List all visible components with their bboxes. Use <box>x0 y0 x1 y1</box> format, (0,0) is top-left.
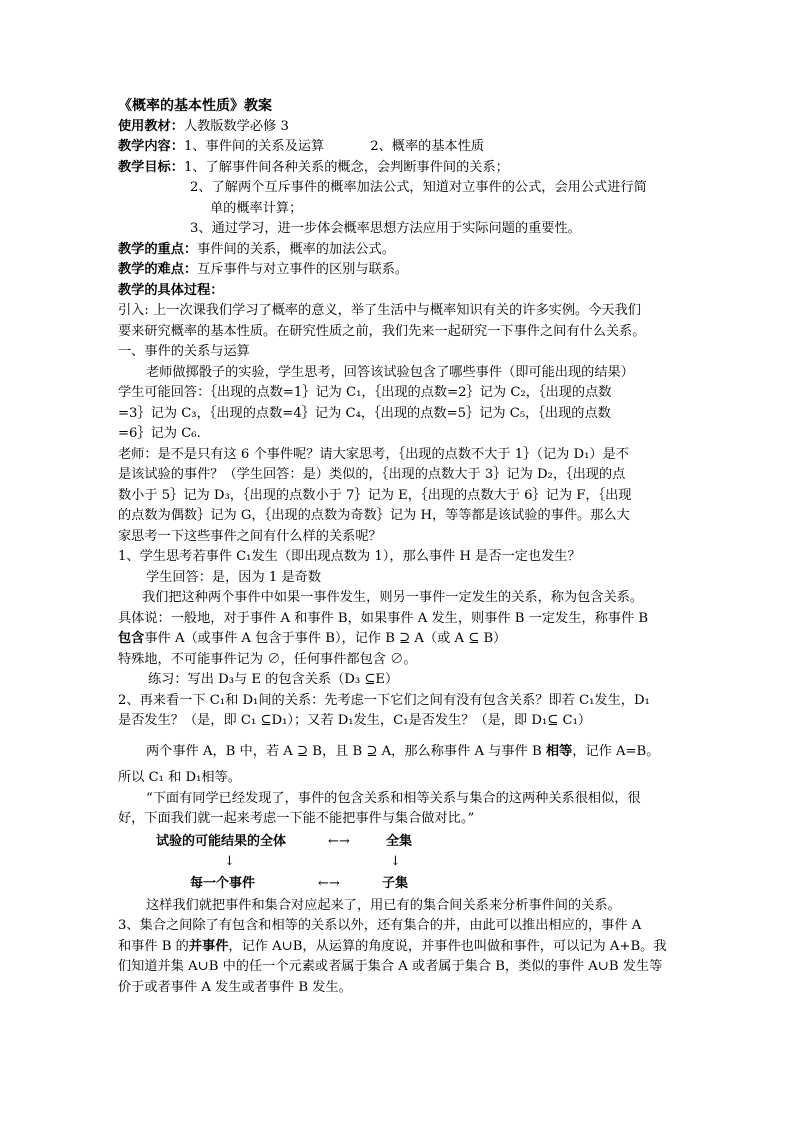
student-answer-line-1: 学生可能回答：｛出现的点数=1｝记为 C₁，｛出现的点数=2｝记为 C₂，｛出现的点数 <box>118 385 612 400</box>
exercise-line: 练习：写出 D₃与 E 的包含关系（D₃ ⊆E） <box>148 672 399 687</box>
containment-line-3 <box>118 629 678 650</box>
goal-3: 3、通过学习，进一步体会概率思想方法应用于实际问题的重要性。 <box>190 221 581 236</box>
question-3-line-3: 们知道并集 A∪B 中的任一个元素或者属于集合 A 或者属于集合 B，类似的事件 A∪B 发生等 <box>118 959 663 974</box>
goal-1: 1、了解事件间各种关系的概念，会判断事件间的关系； <box>183 159 509 175</box>
question-3-line-2 <box>118 937 678 958</box>
mapping-subset: 子集 <box>382 875 409 891</box>
key-label: 教学的重点： <box>118 241 198 257</box>
intro-line-1: 引入: 上一次课我们学习了概率的意义，举了生活中与概率知识有关的许多实例。今天我们 <box>118 303 641 318</box>
equality-text-b: ，记作 A=B。 <box>572 743 660 759</box>
teacher-question-line-4: 的点数为偶数｝记为 G，｛出现的点数为奇数｝记为 H，等等都是该试验的事件。那么大 <box>118 508 630 523</box>
mapping-all-outcomes: 试验的可能结果的全体 <box>156 833 287 849</box>
difficult-value: 互斥事件与对立事件的区别与联系。 <box>197 262 409 277</box>
question-3-line-4: 价于或者事件 A 发生或者事件 B 发生。 <box>118 979 352 995</box>
equality-line-2: 所以 C₁ 和 D₁相等。 <box>118 770 241 785</box>
equality-line-1 <box>118 742 678 763</box>
mapping-arrow-bottom: ←→ <box>318 875 340 891</box>
goals-line <box>118 158 678 179</box>
goal-2a: 2、了解两个互斥事件的概率加法公式，知道对立事件的公式，会用公式进行简 <box>190 180 647 195</box>
teacher-question-line-3: 数小于 5｝记为 D₃，｛出现的点数小于 7｝记为 E，｛出现的点数大于 6｝记为 F，｛出现 <box>118 487 632 503</box>
containment-line-2: 具体说：一般地，对于事件 A 和事件 B，如果事件 A 发生，则事件 B 一定发生，称事件 B <box>118 610 649 626</box>
mapping-arrow-top: ←→ <box>328 833 350 849</box>
textbook-label: 使用教材： <box>118 118 184 134</box>
empty-set-line: 特殊地，不可能事件记为 ∅，任何事件都包含 ∅。 <box>118 651 417 667</box>
mapping-universal-set: 全集 <box>386 833 413 849</box>
question-1: 1、学生思考若事件 C₁发生（即出现点数为 1），那么事件 H 是否一定也发生？ <box>118 549 581 564</box>
process-label: 教学的具体过程： <box>118 282 224 298</box>
teacher-question-line-1: 老师：是不是只有这 6 个事件呢？请大家思考，｛出现的点数不大于 1｝（记为 D₁）是不 <box>118 446 629 462</box>
difficult-label: 教学的难点： <box>118 262 198 277</box>
key-line <box>118 240 678 261</box>
quote-line-1: “下面有同学已经发现了，事件的包含关系和相等关系与集合的这两种关系很相似，很 <box>146 790 641 806</box>
mapping-summary: 这样我们就把事件和集合对应起来了，用已有的集合间关系来分析事件间的关系。 <box>146 897 621 913</box>
containment-line-1: 我们把这种两个事件中如果一事件发生，则另一事件一定发生的关系，称为包含关系。 <box>142 590 644 605</box>
containment-bold-term: 包含 <box>118 631 145 646</box>
equality-bold-term: 相等 <box>545 743 573 759</box>
section-heading-1: 一、事件的关系与运算 <box>118 344 250 359</box>
union-bold-term: 并事件 <box>188 938 229 954</box>
student-answer-line-3: =6｝记为 C₆. <box>118 426 201 441</box>
textbook-line <box>118 117 678 138</box>
teacher-question-line-5: 家思考一下这些事件之间有什么样的关系呢？ <box>118 528 382 544</box>
goal-2b: 单的概率计算； <box>210 200 303 216</box>
key-value: 事件间的关系，概率的加法公式。 <box>197 241 395 257</box>
question-2-line-2: 是否发生？（是，即 C₁ ⊆D₁）；又若 D₁发生，C₁是否发生？（是，即 D₁⊆ C₁） <box>118 713 592 728</box>
goals-label: 教学目标： <box>118 159 184 175</box>
containment-line-3-text: 事件 A（或事件 A 包含于事件 B），记作 B ⊇ A（或 A ⊆ B） <box>144 631 507 646</box>
content-item-1: 1、事件间的关系及运算 <box>183 139 325 154</box>
quote-line-2: 好，下面我们就一起来考虑一下能不能把事件与集合做对比。” <box>118 811 475 826</box>
question-2-line-1: 2、再来看一下 C₁和 D₁间的关系：先考虑一下它们之间有没有包含关系？即若 C₁发生，D₁ <box>118 692 650 708</box>
intro-line-2: 要来研究概率的基本性质。在研究性质之前，我们先来一起研究一下事件之间有什么关系。 <box>118 323 646 339</box>
difficult-line <box>118 260 678 281</box>
page-title: 《概率的基本性质》教案 <box>118 98 272 114</box>
event-set-mapping <box>118 830 678 896</box>
mapping-down-arrow-right: ↓ <box>390 853 401 869</box>
student-answer-line-2: =3｝记为 C₃，｛出现的点数=4｝记为 C₄，｛出现的点数=5｝记为 C₅，｛出现的点数 <box>118 405 611 421</box>
lesson-plan-page <box>118 96 678 998</box>
teacher-question-line-2: 是该试验的事件？（学生回答：是）类似的，｛出现的点数大于 3｝记为 D₂，｛出现的点 <box>118 467 626 482</box>
question-3-text-a: 和事件 B 的 <box>118 938 189 954</box>
question-3-line-1: 3、集合之间除了有包含和相等的关系以外，还有集合的并，由此可以推出相应的，事件 A <box>118 918 642 933</box>
textbook-value: 人教版数学必修 3 <box>183 118 289 134</box>
content-label: 教学内容： <box>118 139 184 154</box>
question-1-answer: 学生回答：是，因为 1 是奇数 <box>146 569 322 585</box>
equality-text-a: 两个事件 A，B 中，若 A ⊇ B，且 B ⊇ A，那么称事件 A 与事件 B <box>146 743 546 759</box>
paragraph-teacher-experiment: 老师做掷骰子的实验，学生思考，回答该试验包含了哪些事件（即可能出现的结果） <box>146 364 634 380</box>
content-line <box>118 137 678 158</box>
mapping-each-event: 每一个事件 <box>190 875 256 891</box>
mapping-down-arrow-left: ↓ <box>224 853 235 869</box>
content-item-2: 2、概率的基本性质 <box>370 139 485 154</box>
question-3-text-b: ，记作 A∪B，从运算的角度说，并事件也叫做和事件，可以记为 A+B。我 <box>228 938 667 954</box>
